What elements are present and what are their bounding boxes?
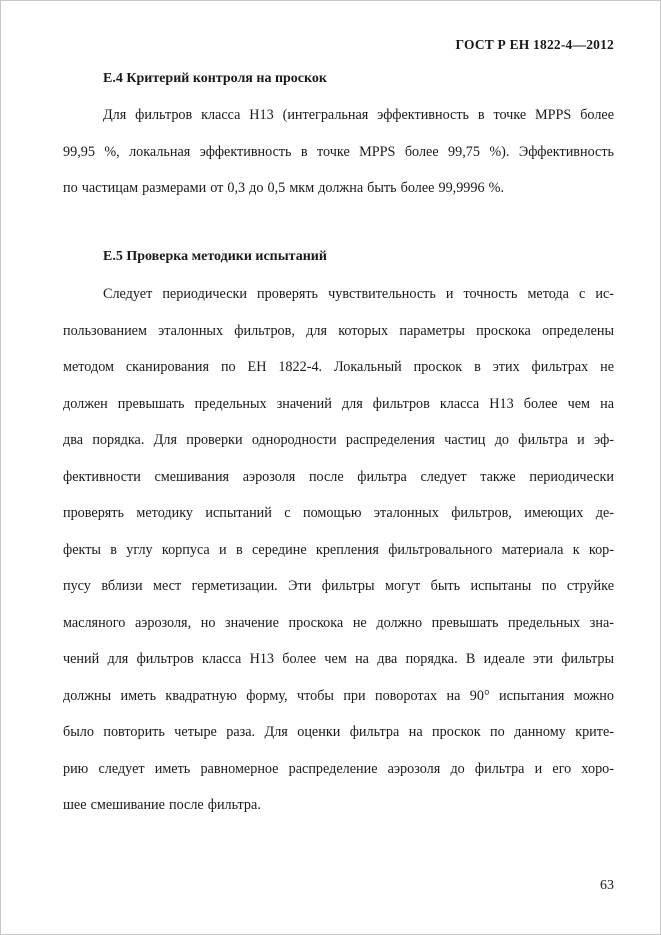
paragraph-line: пользованием эталонных фильтров, для которых параметры проскока определены	[63, 322, 614, 339]
paragraph-line: 99,95 %, локальная эффективность в точке MPPS более 99,75 %). Эффективность	[63, 143, 614, 160]
paragraph-line: было повторить четыре раза. Для оценки фильтра на проскок по данному крите-	[63, 724, 614, 740]
paragraph-line: методом сканирования по ЕН 1822-4. Локальный проскок в этих фильтрах не	[63, 359, 614, 375]
document-code-header: ГОСТ Р ЕН 1822-4—2012	[455, 37, 614, 52]
paragraph-line: чений для фильтров класса H13 более чем на два порядка. В идеале эти фильтры	[63, 651, 614, 667]
paragraph-line: проверять методику испытаний с помощью эталонных фильтров, имеющих де-	[63, 505, 614, 521]
paragraph-line: рию следует иметь равномерное распределение аэрозоля до фильтра и его хоро-	[63, 760, 614, 777]
section-e5-paragraph	[63, 276, 614, 824]
paragraph-line: фективности смешивания аэрозоля после фильтра следует также периодически	[63, 468, 614, 485]
paragraph-line: Для фильтров класса H13 (интегральная эффективность в точке MPPS более	[103, 107, 614, 123]
section-e4-title: Е.4 Критерий контроля на проскок	[103, 71, 327, 86]
page-number: 63	[600, 878, 614, 893]
paragraph-line: по частицам размерами от 0,3 до 0,5 мкм должна быть более 99,9996 %.	[63, 180, 504, 196]
section-e5-title: Е.5 Проверка методики испытаний	[103, 249, 327, 264]
paragraph-line: пусу вблизи мест герметизации. Эти фильтры могут быть испытаны по струйке	[63, 578, 614, 594]
paragraph-line: фекты в углу корпуса и в середине крепления фильтровального материала к кор-	[63, 541, 614, 558]
paragraph-line: Следует периодически проверять чувствительность и точность метода с ис-	[103, 286, 614, 302]
section-e4-paragraph	[63, 97, 614, 207]
paragraph-line: должны иметь квадратную форму, чтобы при поворотах на 90° испытания можно	[63, 687, 614, 704]
paragraph-line: должен превышать предельных значений для фильтров класса H13 более чем на	[63, 395, 614, 412]
paragraph-line: шее смешивание после фильтра.	[63, 797, 261, 813]
paragraph-line: два порядка. Для проверки однородности распределения частиц до фильтра и эф-	[63, 432, 614, 448]
paragraph-line: масляного аэрозоля, но значение проскока не должно превышать предельных зна-	[63, 614, 614, 631]
